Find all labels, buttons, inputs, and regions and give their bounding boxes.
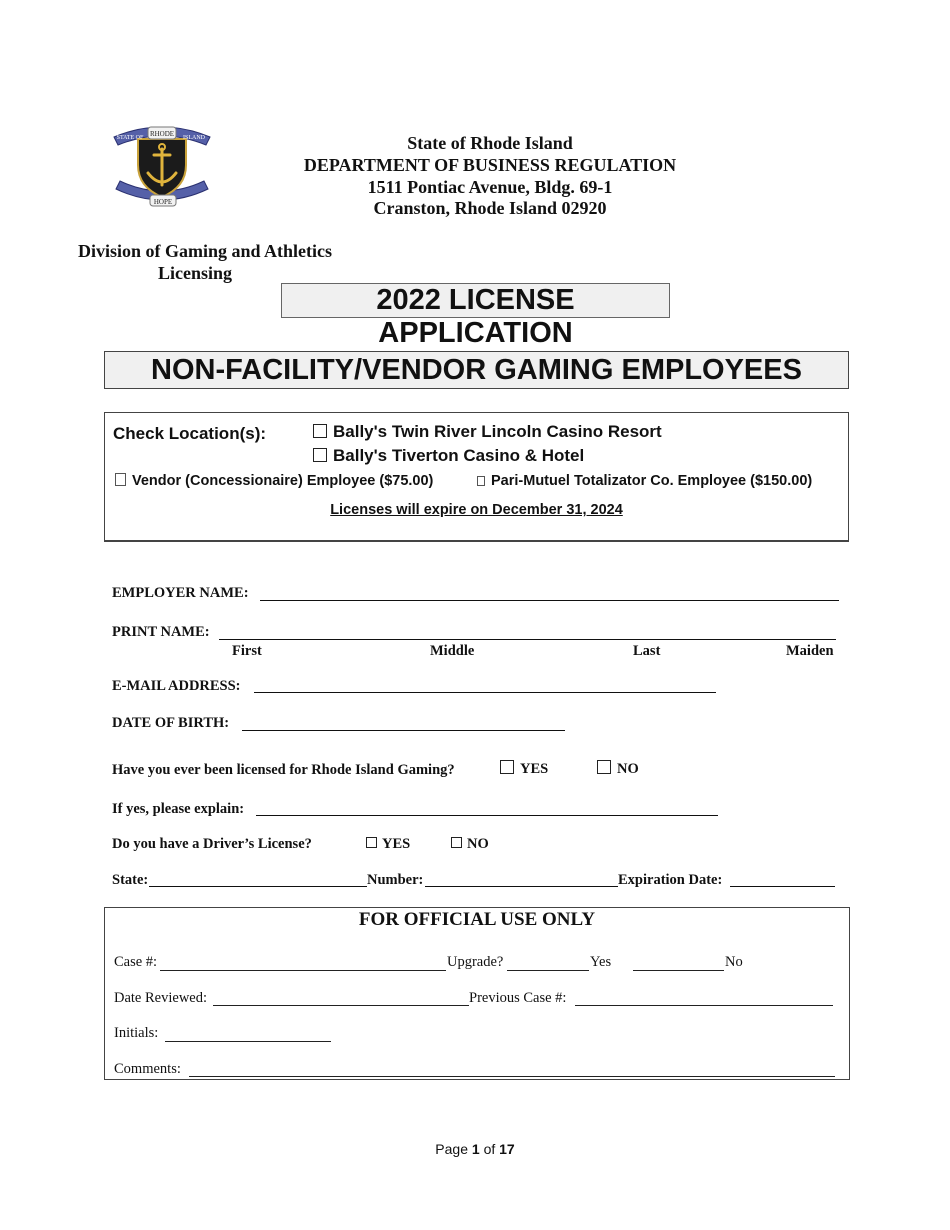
pari-mutuel-option[interactable]: [477, 473, 812, 489]
print-name-field[interactable]: [219, 639, 836, 640]
expiration-label: Expiration Date:: [618, 872, 723, 888]
division-heading: [78, 240, 343, 284]
number-label: Number:: [367, 872, 424, 888]
drivers-no-checkbox[interactable]: [451, 837, 462, 848]
official-use-title: FOR OFFICIAL USE ONLY: [358, 909, 596, 930]
seal-text-right: ISLAND: [183, 135, 205, 141]
comments-field[interactable]: [189, 1076, 835, 1077]
employer-name-label: EMPLOYER NAME:: [112, 585, 249, 601]
email-field[interactable]: [254, 692, 716, 693]
state-label: State:: [112, 872, 149, 888]
licensed-no-checkbox[interactable]: [597, 760, 611, 774]
rhode-island-seal-logo: [108, 115, 216, 213]
vendor-option[interactable]: [115, 473, 433, 489]
previous-case-label: Previous Case #:: [469, 990, 567, 1006]
comments-label: Comments:: [114, 1061, 181, 1077]
pari-mutuel-option-label: Pari-Mutuel Totalizator Co. Employee ($150.00): [491, 473, 813, 489]
seal-text-bottom: HOPE: [153, 198, 173, 206]
explain-label: If yes, please explain:: [112, 801, 245, 817]
email-label: E-MAIL ADDRESS:: [112, 678, 241, 694]
seal-text-top: RHODE: [149, 130, 175, 138]
explain-field[interactable]: [256, 815, 718, 816]
page-current: 1: [471, 1141, 480, 1157]
date-reviewed-label: Date Reviewed:: [114, 990, 208, 1006]
page-of: of: [483, 1141, 496, 1157]
name-middle-caption: Middle: [430, 643, 475, 659]
name-first-caption: First: [232, 643, 262, 659]
upgrade-no-field[interactable]: [633, 970, 724, 971]
upgrade-yes-field[interactable]: [507, 970, 589, 971]
name-maiden-caption: Maiden: [786, 643, 834, 659]
name-last-caption: Last: [633, 643, 661, 659]
licensed-no-label: NO: [617, 761, 639, 777]
check-location-label: Check Location(s):: [113, 424, 267, 443]
state-field[interactable]: [149, 886, 367, 887]
division-line2: Licensing: [158, 263, 233, 283]
checkbox-vendor[interactable]: [115, 473, 126, 486]
header-state: State of Rhode Island: [407, 133, 573, 153]
drivers-yes-checkbox[interactable]: [366, 837, 377, 848]
print-name-label: PRINT NAME:: [112, 624, 210, 640]
checkbox-tiverton[interactable]: [313, 448, 327, 462]
vendor-option-label: Vendor (Concessionaire) Employee ($75.00): [132, 473, 434, 489]
header-city: Cranston, Rhode Island 02920: [373, 198, 607, 218]
expiration-notice: Licenses will expire on December 31, 2024: [330, 502, 623, 518]
drivers-no-option[interactable]: [451, 836, 489, 853]
drivers-yes-option[interactable]: [366, 836, 410, 853]
checkbox-pari-mutuel[interactable]: [477, 476, 485, 486]
number-field[interactable]: [425, 886, 618, 887]
application-title: 2022 LICENSE APPLICATION: [281, 283, 670, 318]
division-line1: Division of Gaming and Athletics: [78, 241, 333, 261]
location-option-tiverton[interactable]: [313, 446, 584, 466]
case-number-label: Case #:: [114, 954, 158, 970]
drivers-license-question: Do you have a Driver’s License?: [112, 836, 312, 852]
initials-label: Initials:: [114, 1025, 159, 1041]
case-number-field[interactable]: [160, 970, 446, 971]
licensed-no-option[interactable]: [597, 760, 639, 778]
dob-field[interactable]: [242, 730, 565, 731]
previous-case-field[interactable]: [575, 1005, 833, 1006]
licensed-yes-label: YES: [520, 761, 549, 777]
header-department: DEPARTMENT OF BUSINESS REGULATION: [303, 155, 677, 175]
location-box: [104, 412, 849, 542]
official-use-box: [104, 907, 850, 1080]
page-number: [0, 1141, 950, 1157]
header-address: 1511 Pontiac Avenue, Bldg. 69-1: [367, 177, 613, 197]
checkbox-lincoln[interactable]: [313, 424, 327, 438]
category-title: NON-FACILITY/VENDOR GAMING EMPLOYEES: [104, 351, 849, 389]
page-word: Page: [435, 1141, 468, 1157]
initials-field[interactable]: [165, 1041, 331, 1042]
dob-label: DATE OF BIRTH:: [112, 715, 230, 731]
drivers-yes-label: YES: [382, 836, 411, 852]
page-total: 17: [499, 1141, 515, 1157]
licensed-question: Have you ever been licensed for Rhode Island Gaming?: [112, 762, 455, 778]
employer-name-field[interactable]: [260, 600, 839, 601]
upgrade-label: Upgrade?: [447, 954, 504, 970]
seal-text-left: STATE OF: [116, 135, 144, 141]
location-option-lincoln[interactable]: [313, 422, 662, 442]
location-option-tiverton-label: Bally's Tiverton Casino & Hotel: [333, 446, 585, 465]
location-option-lincoln-label: Bally's Twin River Lincoln Casino Resort: [333, 422, 662, 441]
licensed-yes-option[interactable]: [500, 760, 548, 778]
upgrade-no-label: No: [725, 954, 743, 970]
upgrade-yes-label: Yes: [590, 954, 612, 970]
date-reviewed-field[interactable]: [213, 1005, 469, 1006]
licensed-yes-checkbox[interactable]: [500, 760, 514, 774]
expiration-field[interactable]: [730, 886, 835, 887]
drivers-no-label: NO: [467, 836, 489, 852]
